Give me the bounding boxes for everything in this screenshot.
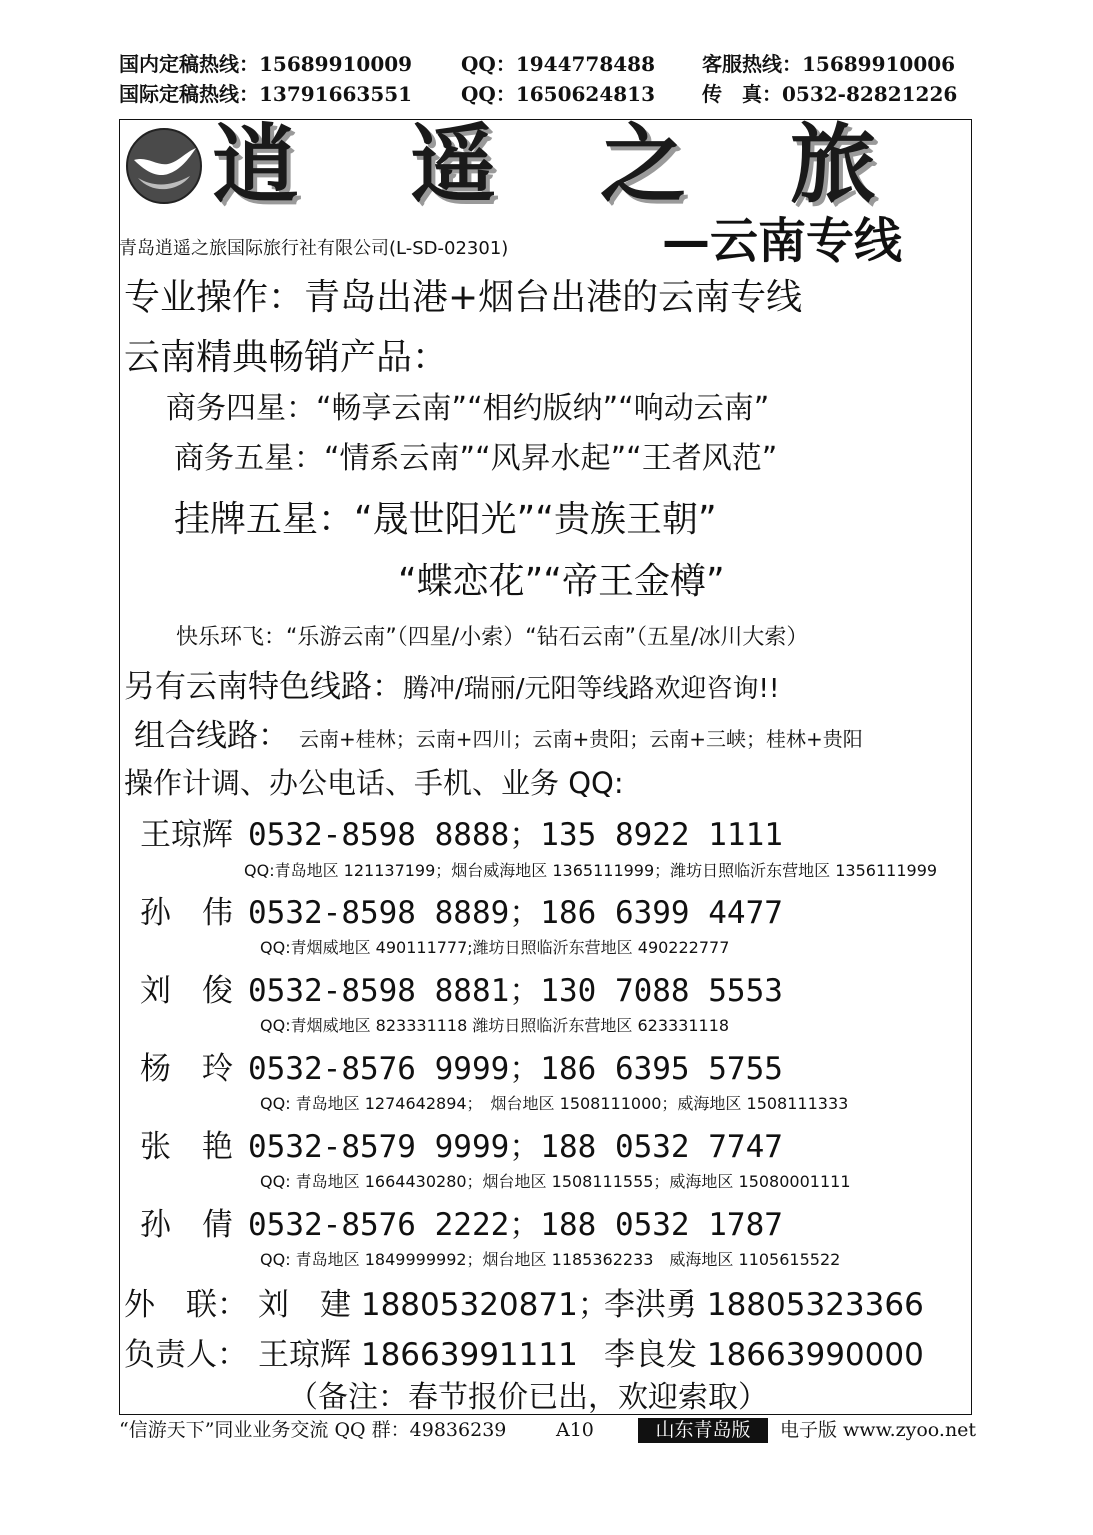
contact-phones: 0532-8598 8888；135 8922 1111 [248, 817, 783, 853]
note-line: （备注：春节报价已出，欢迎索取） [288, 1380, 768, 1415]
special-routes-text: 腾冲/瑞丽/元阳等线路欢迎咨询!! [403, 674, 780, 704]
brand-char-4: 旅 [790, 115, 876, 215]
contact-name: 刘 俊 [140, 973, 233, 1009]
classic-products-title: 云南精典畅销产品： [124, 337, 449, 378]
contact-phones: 0532-8576 2222；188 0532 1787 [248, 1207, 783, 1243]
intl-hotline: 国际定稿热线：13791663551 [119, 82, 413, 106]
contact-name: 孙 伟 [140, 895, 233, 931]
listed-5star-line1: 挂牌五星：“晟世阳光”“贵族王朝” [174, 499, 717, 540]
combo-routes-text: 云南+桂林；云南+四川；云南+贵阳；云南+三峡；桂林+贵阳 [299, 727, 863, 751]
footer-website[interactable]: 电子版 www.zyoo.net [780, 1419, 977, 1441]
contact-qq: QQ:青烟威地区 490111777;潍坊日照临沂东营地区 490222777 [260, 938, 730, 957]
qq-number-2: QQ：1650624813 [461, 82, 656, 106]
brand-char-3: 之 [600, 115, 686, 215]
contact-phones: 0532-8576 9999；186 6395 5755 [248, 1051, 783, 1087]
brand-subtitle: —云南专线 [662, 213, 903, 269]
leader-label: 负责人： [124, 1337, 248, 1373]
combo-routes-label: 组合线路： [134, 718, 289, 754]
business-4star: 商务四星：“畅享云南”“相约版纳”“响动云南” [166, 391, 770, 426]
contact-name: 王琼辉 [140, 817, 233, 853]
liaison-label: 外 联： [124, 1287, 248, 1323]
special-routes [124, 668, 779, 708]
liaison-person-1: 刘 建 18805320871； [258, 1287, 609, 1323]
professional-line: 专业操作：青岛出港+烟台出港的云南专线 [124, 277, 803, 318]
liaison-person-2: 李洪勇 18805323366 [604, 1287, 924, 1323]
footer-page: A10 [556, 1419, 594, 1441]
business-5star: 商务五星：“情系云南”“风昇水起”“王者风范” [174, 441, 778, 476]
contact-qq: QQ: 青岛地区 1664430280；烟台地区 1508111555；威海地区 15080001111 [260, 1172, 851, 1191]
edition-badge: 山东青岛版 [638, 1418, 768, 1443]
brand-char-2: 遥 [410, 115, 496, 215]
company-name: 青岛逍遥之旅国际旅行社有限公司(L-SD-02301) [119, 238, 509, 259]
service-hotline: 客服热线：15689910006 [702, 52, 956, 76]
contact-qq: QQ: 青岛地区 1849999992；烟台地区 1185362233 威海地区 1105615522 [260, 1250, 841, 1269]
fax-number: 传 真：0532-82821226 [702, 82, 958, 106]
contact-name: 张 艳 [140, 1129, 233, 1165]
special-routes-label: 另有云南特色线路： [124, 669, 403, 705]
contact-qq: QQ:青烟威地区 823331118 潍坊日照临沂东营地区 623331118 [260, 1016, 730, 1035]
leader-person-2: 李良发 18663990000 [604, 1337, 924, 1373]
contact-qq: QQ: 青岛地区 1274642894； 烟台地区 1508111000；威海地区 1508111333 [260, 1094, 849, 1113]
contact-name: 杨 玲 [140, 1051, 233, 1087]
happy-loop-line: 快乐环飞：“乐游云南”（四星/小索）“钻石云南”（五星/冰川大索） [176, 625, 809, 650]
footer-group: “信游天下”同业业务交流 QQ 群：49836239 [119, 1419, 507, 1441]
leader-person-1: 王琼辉 18663991111 [258, 1337, 578, 1373]
combo-routes [134, 716, 863, 759]
domestic-hotline: 国内定稿热线：15689910009 [119, 52, 413, 76]
contact-qq: QQ:青岛地区 121137199；烟台威海地区 1365111999；潍坊日照临沂东营地区 1356111999 [244, 861, 938, 880]
contact-phones: 0532-8598 8881；130 7088 5553 [248, 973, 783, 1009]
contact-phones: 0532-8598 8889；186 6399 4477 [248, 895, 783, 931]
qq-number-1: QQ：1944778488 [461, 52, 656, 76]
listed-5star-line2: “蝶恋花”“帝王金樽” [398, 561, 725, 602]
contact-name: 孙 倩 [140, 1207, 233, 1243]
contact-phones: 0532-8579 9999；188 0532 7747 [248, 1129, 783, 1165]
contact-title: 操作计调、办公电话、手机、业务 QQ: [124, 766, 624, 800]
brand-char-1: 逍 [212, 115, 298, 215]
bird-logo-icon [124, 126, 204, 206]
